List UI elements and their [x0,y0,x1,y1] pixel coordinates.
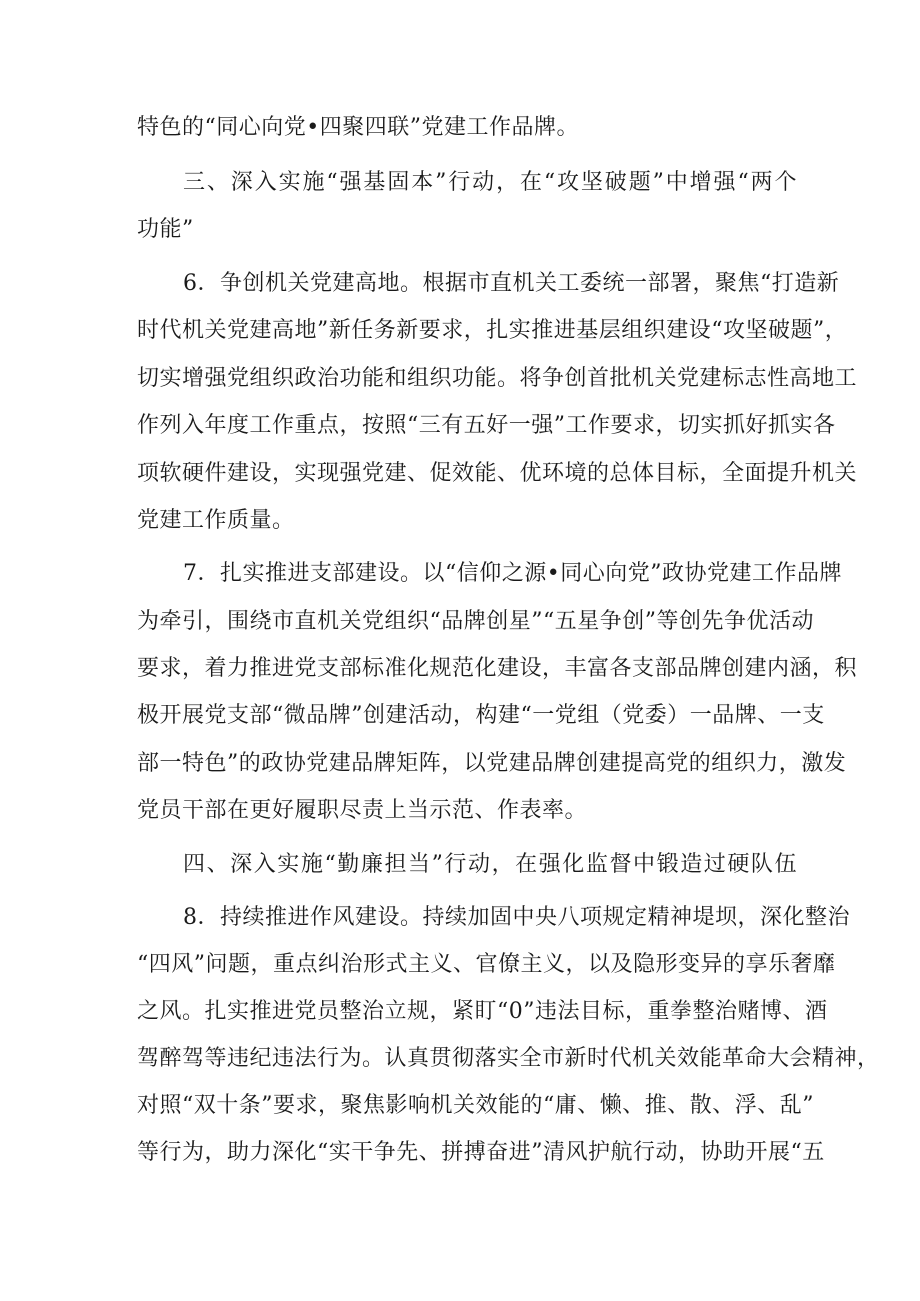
item-8-line-2: “四风”问题，重点纠治形式主义、官僚主义，以及隐形变异的享乐奢靡 [137,952,836,977]
item-6-line-1: 6．争创机关党建高地。根据市直机关工委统一部署，聚焦“打造新 [183,271,840,296]
section-heading-4: 四、深入实施“勤廉担当”行动，在强化监督中锻造过硬队伍 [183,852,797,877]
item-7-line-2: 为牵引，围绕市直机关党组织“品牌创星”“五星争创”等创先争优活动 [137,609,814,634]
section-heading-3-line-2: 功能” [137,217,194,242]
item-6-line-6: 党建工作质量。 [137,508,295,533]
item-6-line-4: 作列入年度工作重点，按照“三有五好一强”工作要求，切实抓好抓实各 [137,413,836,438]
text-line-1: 特色的“同心向党•四聚四联”党建工作品牌。 [137,115,579,140]
item-7-line-3: 要求，着力推进党支部标准化规范化建设，丰富各支部品牌创建内涵，积 [137,656,858,681]
item-7-line-4: 极开展党支部“微品牌”创建活动，构建“一党组（党委）一品牌、一支 [137,703,825,728]
item-8-line-1: 8．持续推进作风建设。持续加固中央八项规定精神堤坝，深化整治 [183,905,850,930]
item-8-line-3: 之风。扎实推进党员整治立规，紧盯“0”违法目标，重拳整治赌博、酒 [137,999,828,1024]
item-6-line-3: 切实增强党组织政治功能和组织功能。将争创首批机关党建标志性高地工 [137,366,858,391]
item-6-line-2: 时代机关党建高地”新任务新要求，扎实推进基层组织建设“攻坚破题”， [137,318,848,343]
item-8-line-5: 对照“双十条”要求，聚焦影响机关效能的“庸、懒、推、散、浮、乱” [137,1093,814,1118]
item-8-line-6: 等行为，助力深化“实干争先、拼搏奋进”清风护航行动，协助开展“五 [137,1140,825,1165]
item-7-line-5: 部一特色”的政协党建品牌矩阵，以党建品牌创建提高党的组织力，激发 [137,751,847,776]
item-7-line-6: 党员干部在更好履职尽责上当示范、作表率。 [137,798,588,823]
item-8-line-4: 驾醉驾等违纪违法行为。认真贯彻落实全市新时代机关效能革命大会精神， [137,1046,880,1071]
section-heading-3-line-1: 三、深入实施“强基固本”行动，在“攻坚破题”中增强“两个 [183,170,797,195]
item-7-line-1: 7．扎实推进支部建设。以“信仰之源•同心向党”政协党建工作品牌 [183,561,842,586]
item-6-line-5: 项软硬件建设，实现强党建、促效能、优环境的总体目标，全面提升机关 [137,461,858,486]
